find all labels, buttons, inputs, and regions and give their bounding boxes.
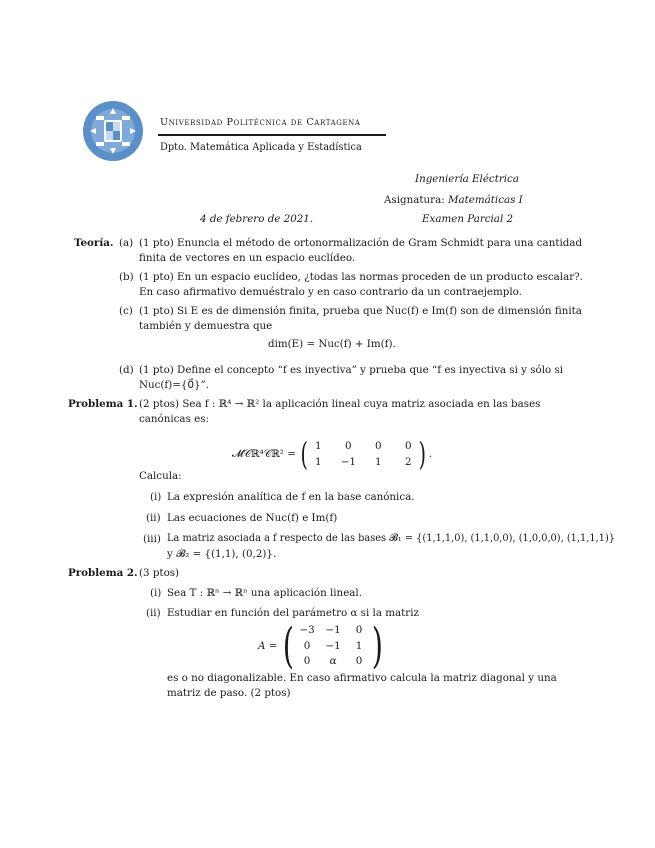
- matrix-cell: −1: [325, 623, 341, 636]
- teoria-c-line2: también y demuestra que: [139, 320, 273, 332]
- subject-value: Matemáticas I: [447, 194, 523, 206]
- problema-1-iii-tag: (iii): [143, 533, 161, 545]
- teoria-label: Teoría.: [74, 237, 114, 249]
- teoria-c-formula: dim(E) = Nuc(f) + Im(f).: [268, 338, 396, 350]
- department-name: Dpto. Matemática Aplicada y Estadística: [160, 142, 362, 153]
- matrix-cell: 0: [303, 639, 311, 652]
- teoria-b-line2: En caso afirmativo demuéstralo y en caso contrario da un contraejemplo.: [139, 286, 522, 298]
- university-logo-icon: [82, 100, 144, 162]
- problema-2-matrix: [298, 623, 368, 670]
- problema-1-line1: (2 ptos) Sea f : ℝ⁴ → ℝ² la aplicación lineal cuya matriz asociada en las bases: [139, 398, 541, 410]
- matrix-cell: 0: [375, 439, 382, 452]
- problema-1-ii-tag: (ii): [146, 512, 161, 524]
- problema-1-matrix-equation: [232, 435, 433, 473]
- teoria-d-line1: (1 pto) Define el concepto “f es inyectiva” y prueba que “f es inyectiva si y sólo si: [139, 364, 564, 376]
- problema-2-points: (3 ptos): [139, 567, 180, 579]
- matrix-cell: −1: [325, 639, 341, 652]
- degree-name: Ingeniería Eléctrica: [415, 173, 519, 185]
- problema-2-matrix-lhs: A =: [258, 639, 278, 652]
- teoria-d-tag: (d): [119, 364, 134, 376]
- problema-1-ii-text: Las ecuaciones de Nuc(f) e Im(f): [167, 512, 338, 524]
- university-name: Universidad Politécnica de Cartagena: [160, 117, 361, 128]
- problema-1-iii-line2: y 𝓑₂ = {(1,1), (0,2)}.: [167, 548, 277, 560]
- period: .: [428, 447, 433, 460]
- teoria-c-line1: (1 pto) Si E es de dimensión finita, prueba que Nuc(f) e Im(f) son de dimensión finita: [139, 305, 582, 317]
- subject-line: [384, 193, 523, 208]
- problema-1-i-tag: (i): [150, 491, 162, 503]
- teoria-a-line2: finita de vectores en un espacio euclídeo.: [139, 252, 356, 264]
- exam-name: Examen Parcial 2: [422, 213, 514, 225]
- matrix-cell: 0: [405, 439, 412, 452]
- problema-2-ii-tag: (ii): [146, 607, 161, 619]
- problema-1-calcula: Calcula:: [139, 470, 182, 482]
- right-paren: ): [418, 435, 427, 473]
- matrix-cell: 0: [345, 439, 352, 452]
- teoria-b-line1: (1 pto) En un espacio euclídeo, ¿todas las normas proceden de un producto escalar?.: [139, 271, 583, 283]
- problema-1-iii-line1: La matriz asociada a f respecto de las bases 𝓑₁ = {(1,1,1,0), (1,1,0,0), (1,0,0,0), (1,1,1,1)}: [167, 533, 615, 544]
- matrix-cell: −3: [299, 623, 315, 636]
- teoria-a-line1: (1 pto) Enuncia el método de ortonormalización de Gram Schmidt para una cantidad: [139, 237, 583, 249]
- problema-2-ii-text: Estudiar en función del parámetro α si la matriz: [167, 607, 419, 619]
- exam-date: 4 de febrero de 2021.: [200, 213, 314, 225]
- teoria-a-tag: (a): [119, 237, 134, 249]
- matrix-cell: 1: [315, 439, 322, 452]
- matrix-cell: −1: [340, 455, 356, 468]
- problema-2-after-line2: matriz de paso. (2 ptos): [167, 687, 291, 699]
- matrix-cell: α: [329, 655, 337, 668]
- problema-2-label: Problema 2.: [68, 567, 138, 579]
- matrix-cell: 2: [405, 455, 412, 468]
- problema-1-i-text: La expresión analítica de f en la base canónica.: [167, 491, 415, 503]
- problema-2-i-text: Sea T : ℝⁿ → ℝⁿ una aplicación lineal.: [167, 587, 362, 599]
- problema-2-i-tag: (i): [150, 587, 162, 599]
- header-rule: [158, 134, 386, 136]
- matrix-cell: 1: [375, 455, 382, 468]
- problema-2-after-line1: es o no diagonalizable. En caso afirmativo calcula la matriz diagonal y una: [167, 672, 557, 684]
- right-paren: ): [371, 618, 384, 674]
- problema-1-label: Problema 1.: [68, 398, 138, 410]
- matrix-cell: 0: [355, 623, 363, 636]
- teoria-c-tag: (c): [119, 305, 133, 317]
- problema-1-matrix-lhs: 𝓜𝒞ℝ⁴𝒞ℝ² =: [232, 447, 296, 460]
- teoria-b-tag: (b): [119, 271, 134, 283]
- problema-1-line2: canónicas es:: [139, 413, 209, 425]
- subject-label: Asignatura:: [384, 194, 445, 206]
- teoria-d-line2: Nuc(f)={0⃗}”.: [139, 379, 210, 391]
- problema-1-matrix: [310, 439, 416, 470]
- left-paren: (: [300, 435, 308, 473]
- matrix-cell: 0: [355, 655, 363, 668]
- matrix-cell: 0: [303, 655, 311, 668]
- left-paren: (: [283, 618, 295, 674]
- problema-2-matrix-equation: [258, 618, 387, 674]
- matrix-cell: 1: [355, 639, 363, 652]
- matrix-cell: 1: [315, 455, 322, 468]
